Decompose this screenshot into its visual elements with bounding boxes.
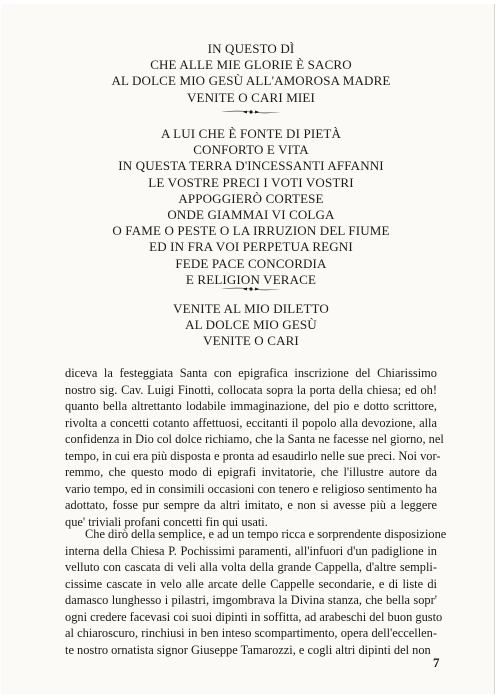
inscription-line: VENITE AL MIO DILETTO <box>173 301 329 316</box>
inscription-block-3 <box>61 301 441 350</box>
book-page <box>1 4 495 694</box>
inscription-line: E RELIGION VERACE <box>185 271 317 287</box>
inscription-line: VENITE O CARI MIEI <box>187 89 315 105</box>
paragraph-2 <box>65 526 447 658</box>
page-number: 7 <box>433 655 440 670</box>
inscription-block-1 <box>61 41 441 106</box>
text-line: velluto con cascata di veli alla volta della grande Cappella, d'altre sempli- <box>65 560 437 574</box>
text-line: remmo, che questo modo di epigrafi invitatorie, che l'illustre autore da <box>65 465 437 479</box>
text-line: diceva la festeggiata Santa con epigrafica inscrizione del Chiarissimo <box>65 366 437 380</box>
inscription-line: IN QUESTO DÌ <box>207 41 295 56</box>
inscription-block-2 <box>61 126 441 288</box>
text-line: rivolta a concetti cotanto affettuosi, eccitanti il popolo alla devozione, alla <box>65 415 437 430</box>
text-line: ogni credere facevasi coi suoi dipinti in soffitta, ad arabeschi del buon gusto <box>65 609 443 624</box>
ornamental-rule-icon <box>219 107 283 117</box>
text-line: vario tempo, ed in consimili occasioni con tenero e religioso sentimento ha <box>65 481 437 496</box>
text-line: nostro sig. Cav. Luigi Finotti, collocata sopra la porta della chiesa; ed oh! <box>65 382 437 397</box>
inscription-line: AL DOLCE MIO GESÙ ALL'AMOROSA MADRE <box>111 73 391 89</box>
inscription-line: APPOGGIERÒ CORTESE <box>178 190 324 206</box>
text-line: quanto bella altrettanto lodabile immaginazione, del pio e dotto scrittore, <box>65 399 437 413</box>
text-line: cissime cascate in velo alle arcate delle Cappelle secondarie, e di liste di <box>65 576 437 591</box>
text-line: al chiaroscuro, rinchiusi in ben inteso scompartimento, opera dell'eccellen- <box>65 626 437 640</box>
text-line: te nostro ornatista signor Giuseppe Tamarozzi, e cogli altri dipinti del non <box>65 642 431 657</box>
text-line: adottato, fosse pur sempre da altri imitato, e non si avesse più a leggere <box>65 498 437 512</box>
inscription-line: FEDE PACE CONCORDIA <box>175 255 327 271</box>
text-line: que' triviali profani concetti fin qui usati. <box>65 514 268 529</box>
inscription-line: A LUI CHE È FONTE DI PIETÀ <box>160 126 342 141</box>
inscription-line: LE VOSTRE PRECI I VOTI VOSTRI <box>148 174 354 190</box>
inscription-line: ONDE GIAMMAI VI COLGA <box>167 207 335 223</box>
inscription-line: ED IN FRA VOI PERPETUA REGNI <box>149 239 353 255</box>
paragraph-1 <box>65 365 444 530</box>
inscription-line: AL DOLCE MIO GESÙ <box>185 317 317 333</box>
inscription-line: IN QUESTA TERRA D'INCESSANTI AFFANNI <box>118 158 384 174</box>
inscription-line: O FAME O PESTE O LA IRRUZION DEL FIUME <box>112 223 390 239</box>
text-line: Che dirò della semplice, e ad un tempo ricca e sorprendente disposizione <box>85 527 447 541</box>
text-line: damasco lunghesso i pilastri, imgombrava la Divina stanza, che bella sopr' <box>65 593 437 607</box>
text-line: interna della Chiesa P. Pochissimi paramenti, all'infuori d'un padiglione in <box>65 543 437 558</box>
text-line: tempo, in cui era più disposta e pronta ad esaudirlo nelle sue preci. Noi vor- <box>65 448 441 463</box>
ornamental-rule-icon <box>219 284 283 294</box>
inscription-line: CONFORTO E VITA <box>193 142 309 158</box>
text-line: confidenza in Dio col dolce richiamo, che la Santa ne facesse nel giorno, nel <box>65 432 444 446</box>
inscription-line: VENITE O CARI <box>203 333 299 349</box>
inscription-line: CHE ALLE MIE GLORIE È SACRO <box>150 57 352 73</box>
